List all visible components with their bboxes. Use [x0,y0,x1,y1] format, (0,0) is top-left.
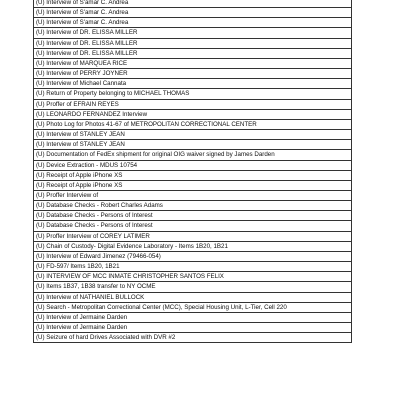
row-title-cell: (U) Interview of NATHANIEL BULLOCK [34,292,352,302]
table-row [34,150,352,160]
row-title-cell: (U) INTERVIEW OF MCC INMATE CHRISTOPHER SANTOS FELIX [34,272,352,282]
table-row [34,231,352,241]
row-title-cell: (U) Proffer Interview of [34,190,352,200]
row-title-cell: (U) Interview of PERRY JOYNER [34,69,352,79]
table-row [34,160,352,170]
row-title-cell: (U) LEONARDO FERNANDEZ Interview [34,109,352,119]
table-row [34,58,352,68]
table-row [34,292,352,302]
table-row [34,79,352,89]
table-row [34,201,352,211]
table-row [34,48,352,58]
table-row [34,18,352,28]
row-title-cell: (U) Database Checks - Persons of Interest [34,221,352,231]
table-row [34,69,352,79]
row-title-cell: (U) Receipt of Apple iPhone XS [34,180,352,190]
row-title-cell: (U) Proffer Interview of COREY LATIMER [34,231,352,241]
table-row [34,262,352,272]
row-title-cell: (U) Search - Metropolitan Correctional Center (MCC), Special Housing Unit, L-Tier, Cell 220 [34,302,352,312]
table-row [34,99,352,109]
row-title-cell: (U) Interview of Jermaine Darden [34,312,352,322]
table-row [34,119,352,129]
table-row [34,89,352,99]
row-title-cell: (U) Items 1B37, 1B38 transfer to NY OCME [34,282,352,292]
table-row [34,221,352,231]
table-row [34,251,352,261]
table-row [34,170,352,180]
table-row [34,28,352,38]
table-row [34,130,352,140]
table-row [34,190,352,200]
table-row [34,272,352,282]
table-row [34,333,352,343]
row-title-cell: (U) Device Extraction - MDUS 10754 [34,160,352,170]
document-list-table [33,0,352,343]
table-row [34,211,352,221]
table-row [34,38,352,48]
row-title-cell: (U) Interview of DR. ELISSA MILLER [34,38,352,48]
table-row [34,8,352,18]
row-title-cell: (U) Interview of S'amar C. Andrea [34,8,352,18]
row-title-cell: (U) Interview of STANLEY JEAN [34,130,352,140]
row-title-cell: (U) Interview of Edward Jimenez (79466-054) [34,251,352,261]
row-title-cell: (U) Chain of Custody- Digital Evidence Laboratory - Items 1B20, 1B21 [34,241,352,251]
document-list-body [34,0,352,343]
row-title-cell: (U) Return of Property belonging to MICHAEL THOMAS [34,89,352,99]
row-title-cell: (U) Interview of STANLEY JEAN [34,140,352,150]
row-title-cell: (U) Interview of S'amar C. Andrea [34,18,352,28]
row-title-cell: (U) Documentation of FedEx shipment for original OIG waiver signed by James Darden [34,150,352,160]
table-row [34,282,352,292]
row-title-cell: (U) Photo Log for Photos 41-67 of METROPOLITAN CORRECTIONAL CENTER [34,119,352,129]
table-row [34,180,352,190]
row-title-cell: (U) Interview of Jermaine Darden [34,323,352,333]
table-row [34,323,352,333]
row-title-cell: (U) Database Checks - Persons of Interest [34,211,352,221]
row-title-cell: (U) Receipt of Apple iPhone XS [34,170,352,180]
row-title-cell: (U) Interview of S'amar C. Andrea [34,0,352,8]
row-title-cell: (U) Seizure of hard Drives Associated with DVR #2 [34,333,352,343]
row-title-cell: (U) Proffer of EFRAIN REYES [34,99,352,109]
table-row [34,140,352,150]
table-row [34,302,352,312]
row-title-cell: (U) Database Checks - Robert Charles Adams [34,201,352,211]
table-row [34,0,352,8]
table-row [34,109,352,119]
table-row [34,241,352,251]
row-title-cell: (U) Interview of MARQUEA RICE [34,58,352,68]
row-title-cell: (U) Interview of DR. ELISSA MILLER [34,28,352,38]
row-title-cell: (U) FD-597/ Items 1B20, 1B21 [34,262,352,272]
row-title-cell: (U) Interview of DR. ELISSA MILLER [34,48,352,58]
table-row [34,312,352,322]
row-title-cell: (U) Interview of Michael Cannata [34,79,352,89]
